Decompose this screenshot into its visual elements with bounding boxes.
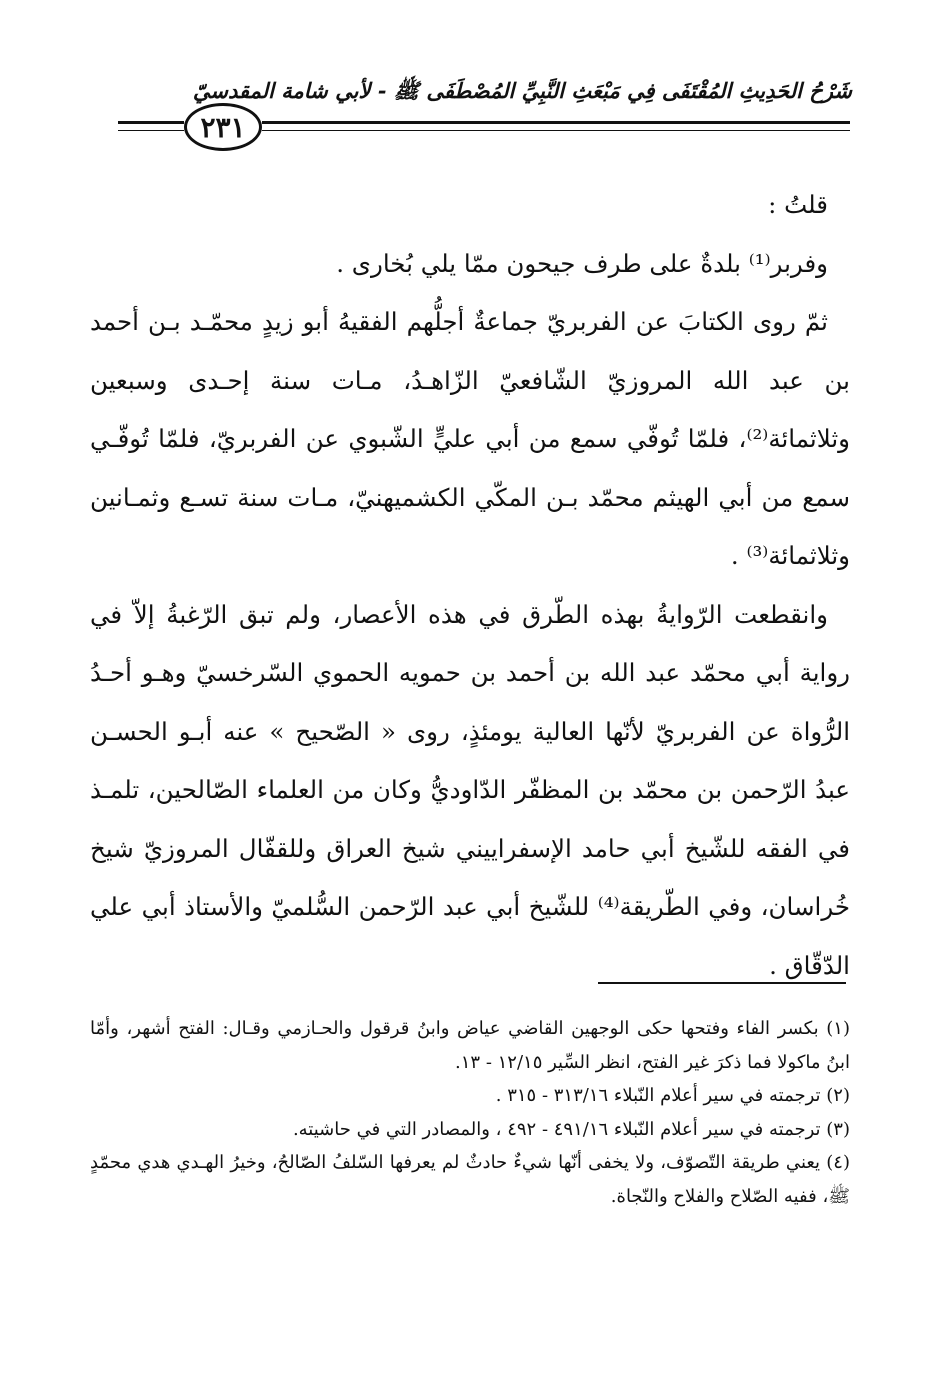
paragraph-3: وانقطعت الرّوايةُ بهذه الطّرق في هذه الأعصار، ولم تبق الرّغبةُ إلاّ في رواية أبي محمّد عبد الله بن أحمد بن حمويه الحموي السّرخسيّ وهـو أحـدُ الرُّواة عن الفربريّ لأنّها العالية يومئذٍ، روى « الصّحيح » عنه أبـو الحسـن عبدُ الرّحمن بن محمّد بن المظفّر الدّاوديُّ وكان من العلماء الصّالحين، تلمـذ في الفقه للشّيخ أبي حامد الإسفراييني شيخ العراق وللقفّال المروزيّ شيخ خُراسان، وفي الطّريقة⁽⁴⁾ للشّيخ أبي عبد الرّحمن السُّلميّ والأستاذ أبي علي الدّقّاق . bbox=[90, 599, 850, 980]
header-rule-left bbox=[118, 121, 184, 124]
footnote-1: (١) بكسر الفاء وفتحها حكى الوجهين القاضي عياض وابنُ قرقول والحـازمي وقـال: الفتح أشهر، وأمّا ابنُ ماكولا فما ذكرَ غير الفتح، انظر السِّير ١٢/١٥ - ١٣. bbox=[90, 1018, 850, 1073]
footnote-2: (٢) ترجمته في سير أعلام النّبلاء ٣١٣/١٦ - ٣١٥ . bbox=[495, 1085, 850, 1106]
main-text bbox=[90, 176, 850, 995]
page-number-badge bbox=[184, 103, 262, 151]
paragraph-1: وفربر⁽¹⁾ بلدةٌ على طرف جيحون ممّا يلي بُخارى . bbox=[336, 248, 828, 278]
header-rule-left-thin bbox=[118, 130, 184, 131]
footnotes bbox=[90, 1012, 850, 1213]
footnote-separator bbox=[598, 982, 846, 984]
footnote-3: (٣) ترجمته في سير أعلام النّبلاء ٤٩١/١٦ - ٤٩٢ ، والمصادر التي في حاشيته. bbox=[292, 1118, 850, 1140]
header-rule-right-thin bbox=[262, 130, 850, 131]
page-number: ٢٣١ bbox=[200, 110, 246, 144]
footnote-4: (٤) يعني طريقة التّصوّف، ولا يخفى أنّها شيءٌ حادثٌ لم يعرفها السّلفُ الصّالحُ، وخيرُ الهـدي هدي محمّدٍ ﷺ، ففيه الصّلاح والفلاح والنّجاة. bbox=[90, 1152, 850, 1207]
qultu-line: قلتُ : bbox=[768, 190, 828, 219]
running-header: شَرْحُ الحَدِيثِ المُقْتَفَى فِي مَبْعَثِ النَّبِيِّ المُصْطَفَى ﷺ - لأبي شامة المقدسيّ bbox=[192, 78, 852, 103]
header-rule-right bbox=[262, 121, 850, 124]
paragraph-2: ثمّ روى الكتابَ عن الفربريّ جماعةٌ أجلُّهم الفقيهُ أبو زيدٍ محمّـد بـن أحمد بن عبد الله المروزيّ الشّافعيّ الزّاهـدُ، مـات سنة إحـدى وسبعين وثلاثمائة⁽²⁾، فلمّا تُوفّي سمع من أبي عليٍّ الشّبوي عن الفربريّ، فلمّا تُوفّـي سمع من أبي الهيثم محمّد بـن المكّي الكشميهنيّ، مـات سنة تسـع وثمـانين وثلاثمائة⁽³⁾ . bbox=[90, 307, 850, 570]
